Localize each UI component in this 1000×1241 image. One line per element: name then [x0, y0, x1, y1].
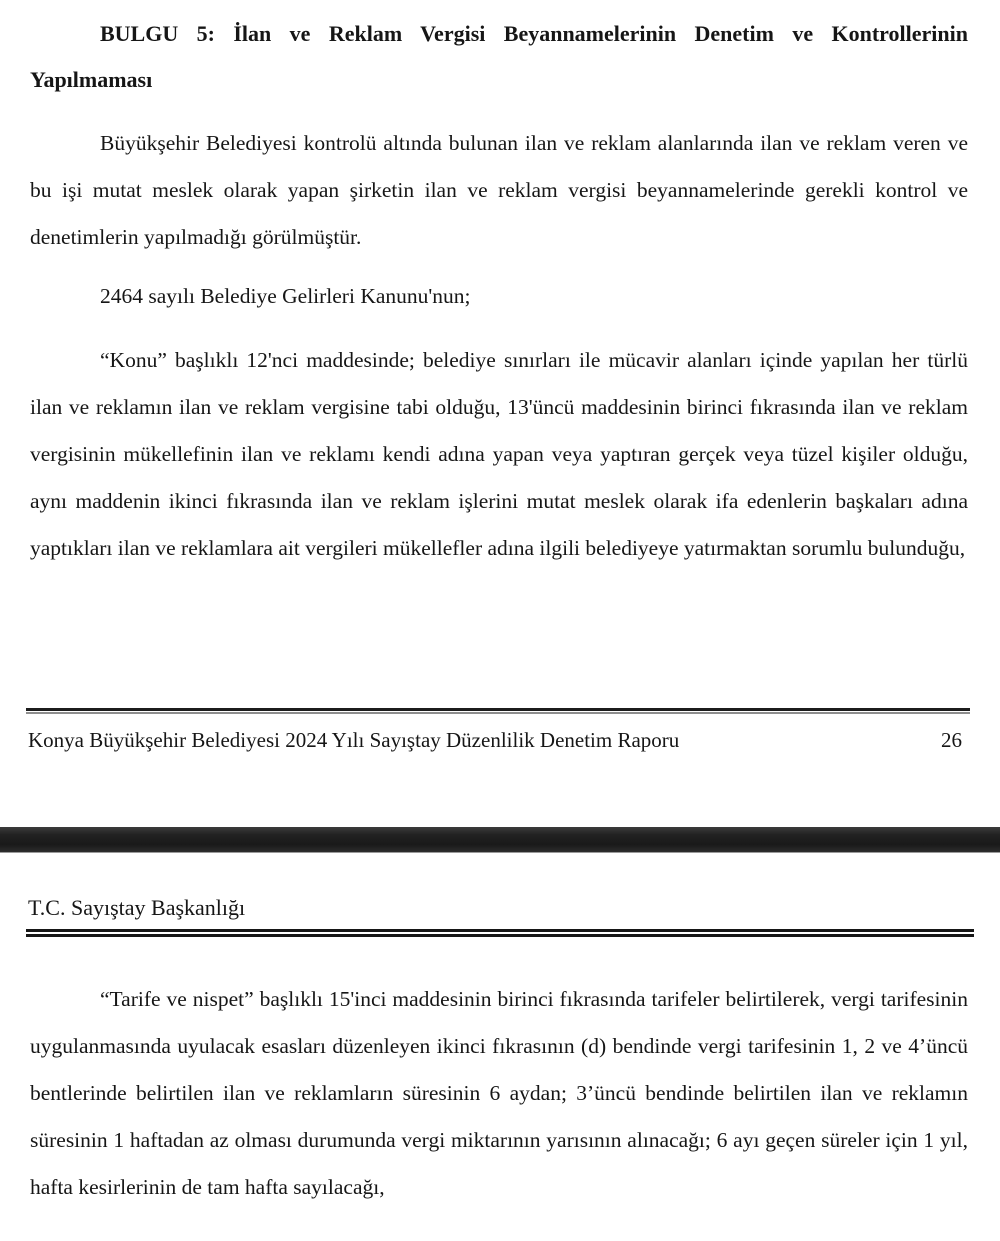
finding-heading: BULGU 5: İlan ve Reklam Vergisi Beyannamelerinin Denetim ve Kontrollerinin Yapılmaması	[30, 21, 968, 92]
body-paragraph: 2464 sayılı Belediye Gelirleri Kanunu'nun;	[100, 284, 471, 308]
footer-rule	[26, 708, 970, 714]
page-header-title: T.C. Sayıştay Başkanlığı	[28, 895, 246, 920]
body-paragraph: “Konu” başlıklı 12'nci maddesinde; belediye sınırları ile mücavir alanları içinde yapılan her türlü ilan ve reklamın ilan ve reklam vergisine tabi olduğu, 13'üncü maddesinin birinci fıkrasında ilan ve reklam vergisinin mükellefinin ilan ve reklamı kendi adına yapan veya yaptıran gerçek veya tüzel kişiler olduğu, aynı maddenin ikinci fıkrasında ilan ve reklam işlerini mutat meslek olarak ifa edenlerin başkaları adına yaptıkları ilan ve reklamlara ait vergileri mükellefler adına ilgili belediyeye yatırmaktan sorumlu bulunduğu,	[30, 348, 968, 560]
page-separator-bar	[0, 827, 1000, 853]
footer-report-title: Konya Büyükşehir Belediyesi 2024 Yılı Sayıştay Düzenlilik Denetim Raporu	[28, 728, 680, 752]
footer-rule-thick-line	[26, 708, 970, 711]
page-footer	[28, 723, 962, 757]
body-paragraph: Büyükşehir Belediyesi kontrolü altında bulunan ilan ve reklam alanlarında ilan ve reklam veren ve bu işi mutat meslek olarak yapan şirketin ilan ve reklam vergisi beyannamelerinde gerekli kontrol ve denetimlerin yapılmadığı görülmüştür.	[30, 131, 968, 249]
page-header-rule	[26, 929, 974, 937]
footer-rule-thin-line	[26, 712, 970, 714]
header-rule-bottom-line	[26, 934, 974, 937]
header-rule-top-line	[26, 929, 974, 932]
body-paragraph: “Tarife ve nispet” başlıklı 15'inci maddesinin birinci fıkrasında tarifeler belirtilerek, vergi tarifesinin uygulanmasında uyulacak esasları düzenleyen ikinci fıkrasının (d) bendinde vergi tarifesinin 1, 2 ve 4’üncü bentlerinde belirtilen ilan ve reklamların süresinin 6 aydan; 3’üncü bendinde belirtilen ilan ve reklamın süresinin 1 haftadan az olması durumunda vergi miktarının yarısının alınacağı; 6 ayı geçen süreler için 1 yıl, hafta kesirlerinin de tam hafta sayılacağı,	[30, 987, 968, 1199]
footer-page-number: 26	[941, 728, 962, 752]
